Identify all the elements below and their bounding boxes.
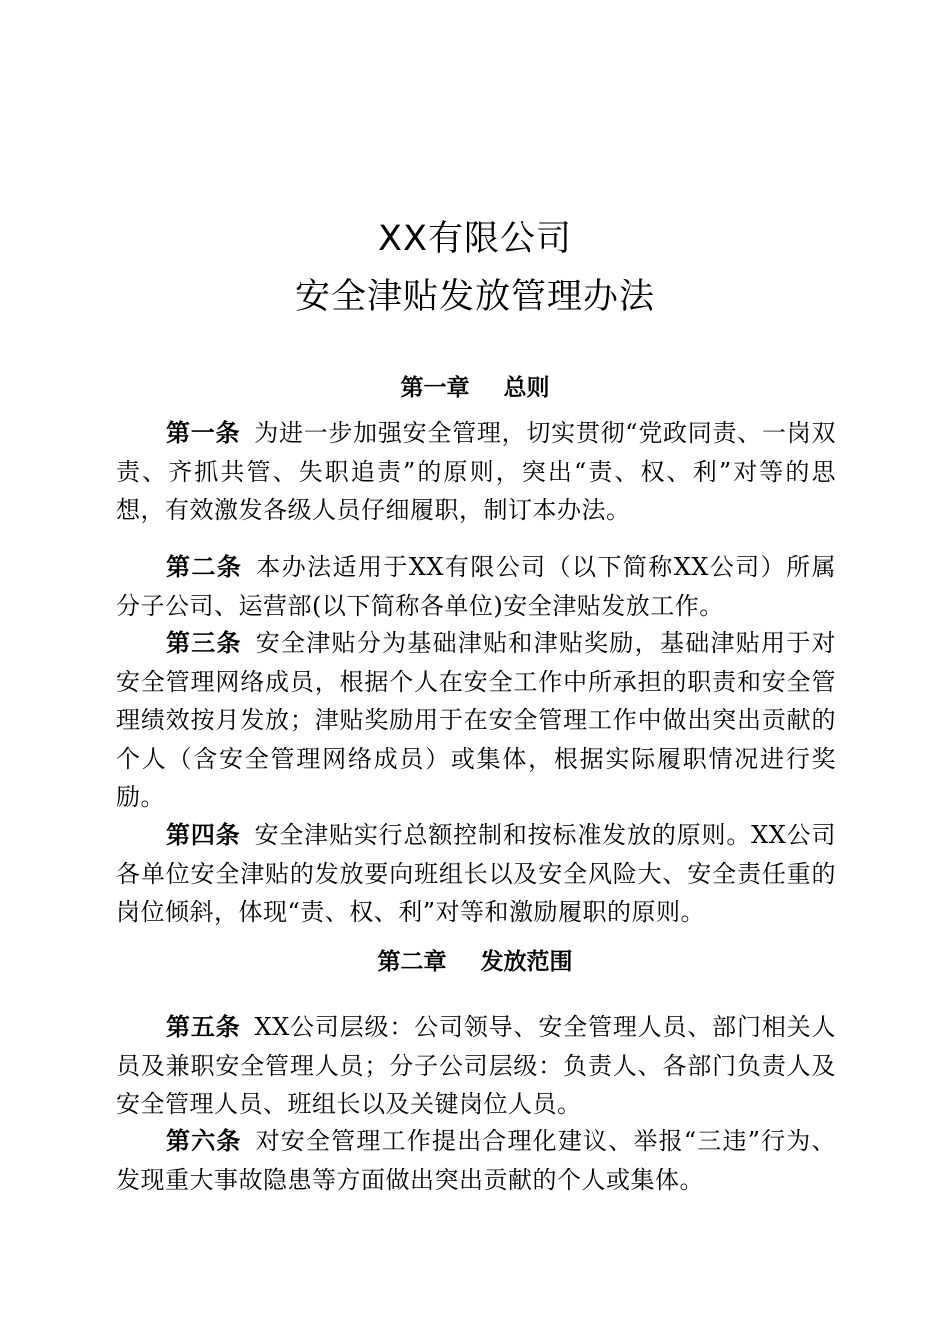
article-3	[116, 624, 836, 817]
article-text: 为进一步加强安全管理，切实贯彻“党政同责、一岗双责、齐抓共管、失职追责”的原则，突出“责、权、利”对等的思想，有效激发各级人员仔细履职，制订本办法。	[116, 419, 836, 524]
article-2	[116, 548, 836, 625]
article-label: 第二条	[166, 553, 243, 581]
article-text: 安全津贴实行总额控制和按标准发放的原则。XX公司各单位安全津贴的发放要向班组长以及安全风险大、安全责任重的岗位倾斜，体现“责、权、利”对等和激励履职的原则。	[116, 821, 836, 926]
article-text: 安全津贴分为基础津贴和津贴奖励，基础津贴用于对安全管理网络成员，根据个人在安全工作中所承担的职责和安全管理绩效按月发放；津贴奖励用于在安全管理工作中做出突出贡献的个人（含安全管理网络成员）或集体，根据实际履职情况进行奖励。	[116, 629, 836, 811]
article-label: 第四条	[166, 821, 241, 849]
article-label: 第五条	[166, 1013, 241, 1041]
document-title	[0, 210, 950, 326]
article-4	[116, 816, 836, 932]
article-text: 本办法适用于XX有限公司（以下简称XX公司）所属分子公司、运营部(以下简称各单位)安全津贴发放工作。	[116, 553, 837, 620]
article-text: 对安全管理工作提出合理化建议、举报“三违”行为、发现重大事故隐患等方面做出突出贡献的个人或集体。	[116, 1127, 836, 1194]
article-label: 第一条	[166, 419, 241, 447]
article-text: XX公司层级：公司领导、安全管理人员、部门相关人员及兼职安全管理人员；分子公司层级：负责人、各部门负责人及安全管理人员、班组长以及关键岗位人员。	[116, 1013, 836, 1118]
chapter-name: 发放范围	[480, 949, 573, 975]
article-5	[116, 1008, 836, 1124]
chapter-number: 第二章	[377, 949, 447, 975]
article-label: 第三条	[166, 629, 242, 657]
chapter-number: 第一章	[400, 375, 470, 401]
article-6	[116, 1122, 836, 1199]
article-1	[116, 414, 836, 530]
title-regulation: 安全津贴发放管理办法	[294, 277, 655, 317]
chapter-name: 总则	[503, 375, 550, 401]
title-company: XX有限公司	[378, 219, 572, 259]
chapter-2-heading	[0, 944, 950, 980]
article-label: 第六条	[166, 1127, 242, 1155]
chapter-1-heading	[0, 370, 950, 406]
